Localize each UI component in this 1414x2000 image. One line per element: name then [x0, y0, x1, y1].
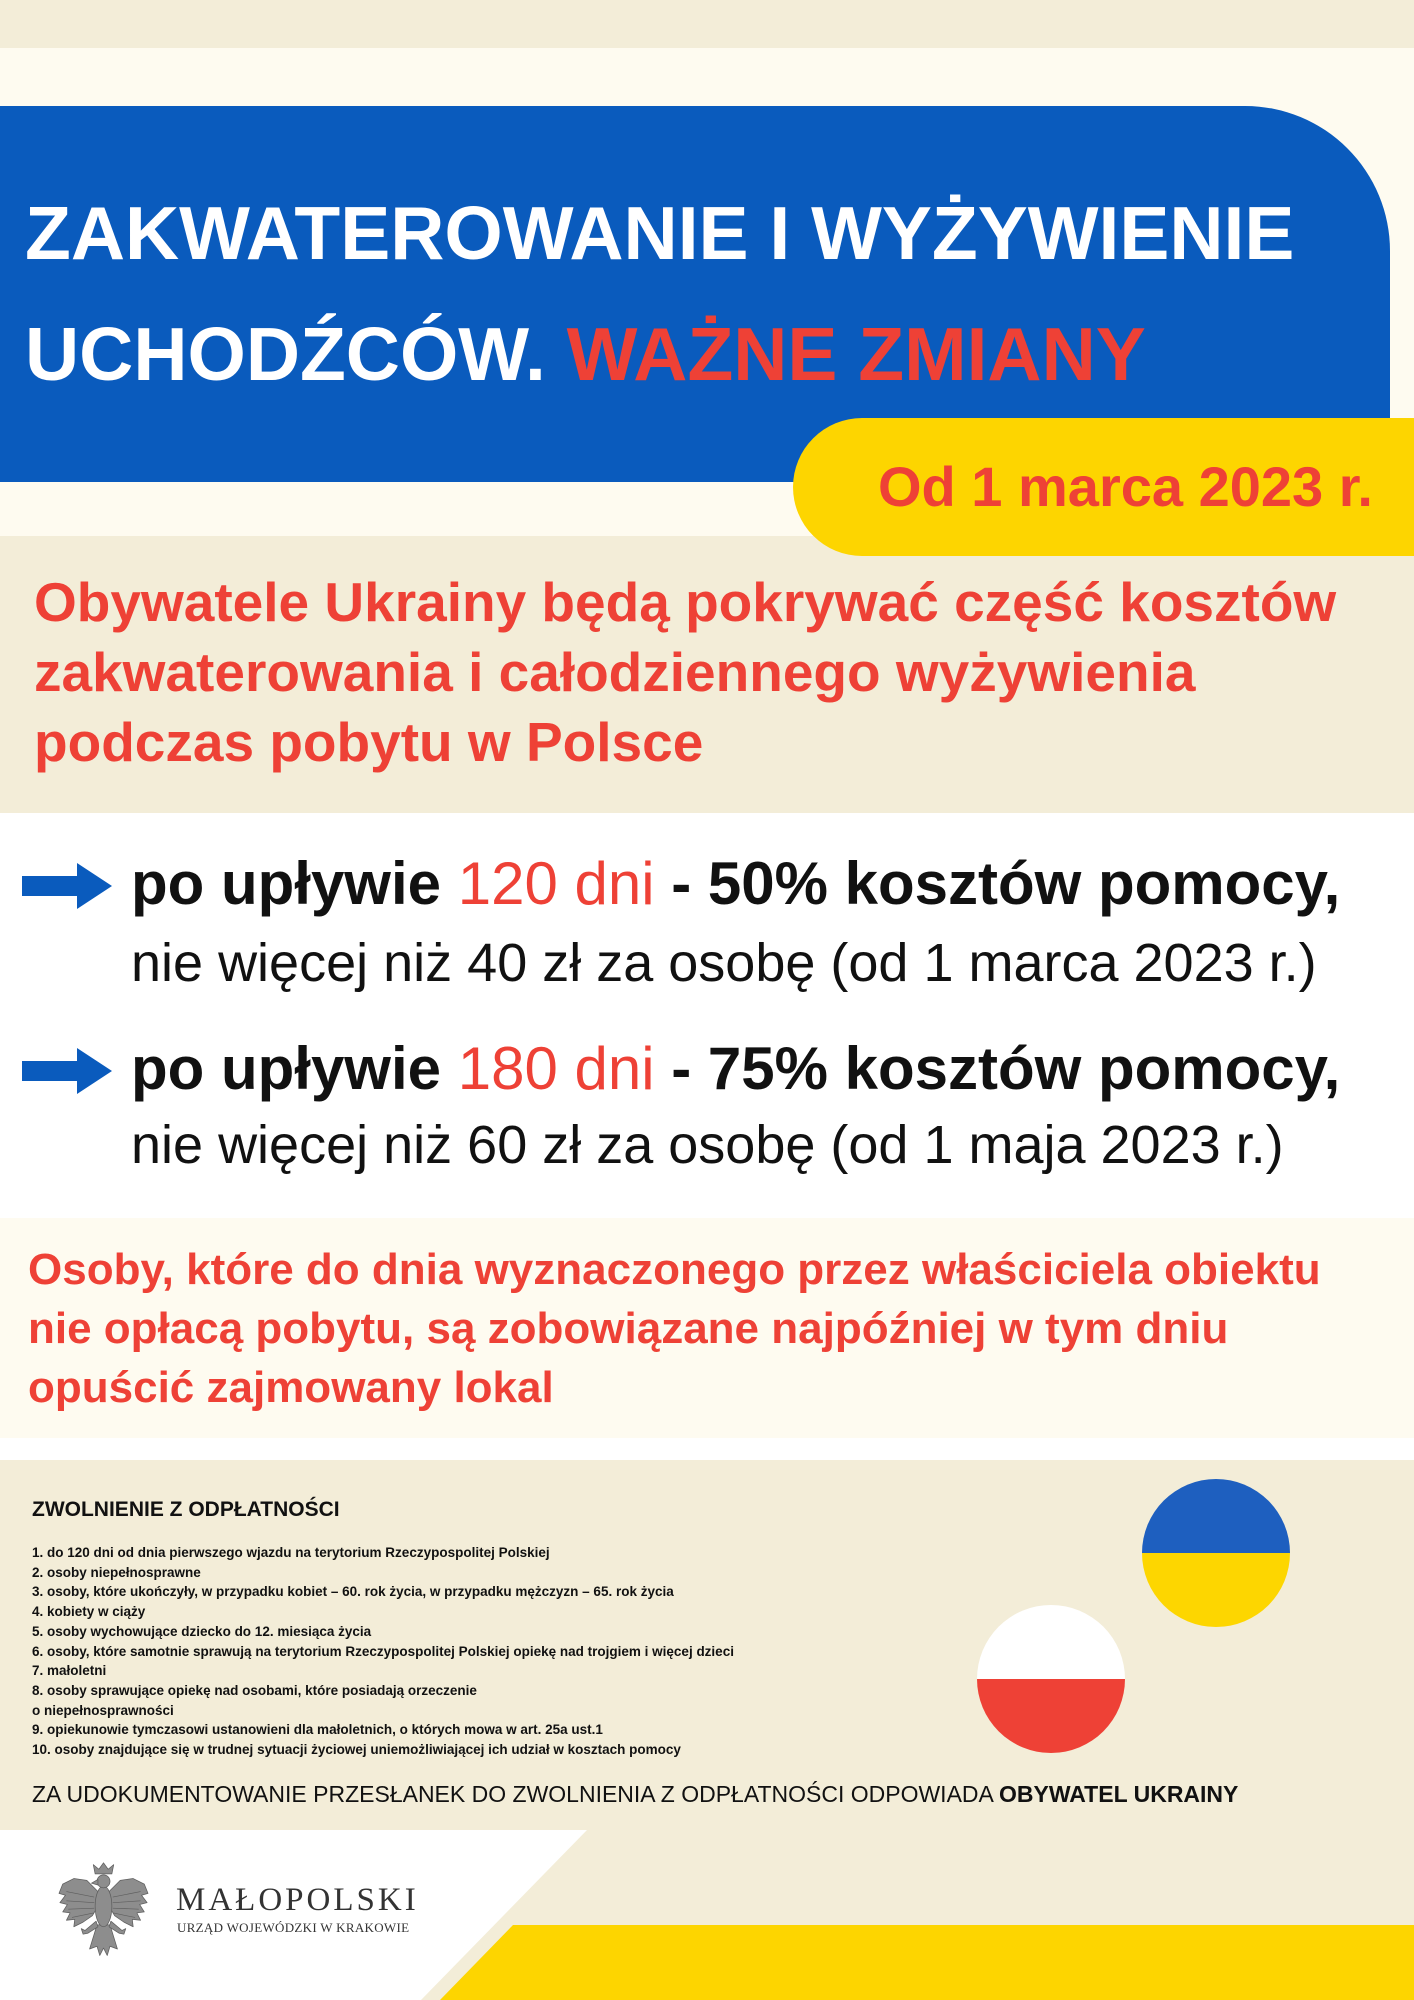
eagle-emblem-icon	[57, 1860, 150, 1962]
rule-prefix: po upływie	[131, 1035, 442, 1102]
rule-main-line	[131, 849, 1340, 919]
date-badge	[793, 418, 1414, 556]
arrow-right-icon	[22, 863, 112, 909]
title-line-2-white: UCHODŹCÓW.	[25, 312, 546, 396]
notice-line: Osoby, które do dnia wyznaczonego przez właściciela obiektu	[28, 1245, 1321, 1294]
rule-main-line	[131, 1034, 1340, 1104]
intro-line: Obywatele Ukrainy będą pokrywać część kosztów	[34, 571, 1337, 633]
intro-line: podczas pobytu w Polsce	[34, 711, 704, 773]
exemptions-heading: ZWOLNIENIE Z ODPŁATNOŚCI	[32, 1498, 340, 1521]
title-highlight: WAŻNE ZMIANY	[566, 312, 1146, 396]
exemption-item-line: 2. osoby niepełnosprawne	[32, 1564, 201, 1580]
exemption-item-line: 5. osoby wychowujące dziecko do 12. miesiąca życia	[32, 1623, 372, 1639]
poland-flag-red-half	[977, 1679, 1125, 1753]
notice-line: nie opłacą pobytu, są zobowiązane najpóźniej w tym dniu	[28, 1304, 1229, 1353]
exemptions-list	[32, 1543, 734, 1760]
bottom-yellow-stripe	[440, 1925, 1414, 2000]
exemption-item	[32, 1720, 734, 1740]
title-line-1: ZAKWATEROWANIE I WYŻYWIENIE	[25, 191, 1295, 275]
exemption-item	[32, 1582, 734, 1602]
exemption-item	[32, 1642, 734, 1662]
exemption-item	[32, 1543, 734, 1563]
date-badge-text: Od 1 marca 2023 r.	[877, 455, 1373, 518]
ukraine-flag-yellow-half	[1142, 1553, 1290, 1627]
notice-paragraph	[28, 1240, 1321, 1417]
documentation-note-emphasis: OBYWATEL UKRAINY	[999, 1781, 1239, 1807]
exemption-item	[32, 1622, 734, 1642]
exemption-item-line: 7. małoletni	[32, 1663, 107, 1679]
exemption-item	[32, 1602, 734, 1622]
poland-flag-icon	[977, 1605, 1125, 1753]
exemption-item-line: 10. osoby znajdujące się w trudnej sytuacji życiowej uniemożliwiającej ich udział w kosztach pomocy	[32, 1742, 681, 1758]
exemption-item-line: 6. osoby, które samotnie sprawują na terytorium Rzeczypospolitej Polskiej opiekę nad trojgiem i więcej dzieci	[32, 1643, 734, 1659]
exemption-item-line: 1. do 120 dni od dnia pierwszego wjazdu na terytorium Rzeczypospolitej Polskiej	[32, 1545, 550, 1560]
rule-suffix: - 50% kosztów pomocy,	[671, 850, 1341, 917]
title-line-2	[25, 294, 1294, 415]
section-divider	[0, 1438, 1414, 1460]
logo-name: MAŁOPOLSKI	[176, 1882, 419, 1918]
arrow-right-icon	[22, 1048, 112, 1094]
rule-highlight: 120 dni	[457, 850, 655, 917]
rule-detail: nie więcej niż 40 zł za osobę (od 1 marca 2023 r.)	[131, 933, 1317, 993]
exemption-item-line: o niepełnosprawności	[32, 1702, 174, 1718]
exemption-item	[32, 1563, 734, 1583]
documentation-note-text: ZA UDOKUMENTOWANIE PRZESŁANEK DO ZWOLNIENIA Z ODPŁATNOŚCI ODPOWIADA	[32, 1781, 993, 1807]
exemption-item	[32, 1740, 734, 1760]
ukraine-flag-blue-half	[1142, 1479, 1290, 1553]
exemption-item	[32, 1661, 734, 1681]
exemption-item-line: 8. osoby sprawujące opiekę nad osobami, które posiadają orzeczenie	[32, 1682, 477, 1698]
rule-detail: nie więcej niż 60 zł za osobę (od 1 maja 2023 r.)	[131, 1115, 1284, 1175]
logo-subtitle: URZĄD WOJEWÓDZKI W KRAKOWIE	[177, 1920, 410, 1935]
rule-suffix: - 75% kosztów pomocy,	[671, 1035, 1341, 1102]
rule-prefix: po upływie	[131, 850, 442, 917]
notice-line: opuścić zajmowany lokal	[28, 1363, 554, 1412]
poland-flag-white-half	[977, 1605, 1125, 1679]
exemption-item	[32, 1681, 734, 1720]
exemption-item-line: 9. opiekunowie tymczasowi ustanowieni dla małoletnich, o których mowa w art. 25a ust.1	[32, 1722, 603, 1738]
ukraine-flag-icon	[1142, 1479, 1290, 1627]
page-title	[25, 173, 1294, 415]
intro-paragraph	[34, 567, 1336, 777]
documentation-note	[32, 1780, 1238, 1808]
intro-line: zakwaterowania i całodziennego wyżywienia	[34, 641, 1196, 703]
top-band	[0, 0, 1414, 48]
rule-highlight: 180 dni	[457, 1035, 655, 1102]
exemption-item-line: 4. kobiety w ciąży	[32, 1604, 146, 1620]
exemption-item-line: 3. osoby, które ukończyły, w przypadku kobiet – 60. rok życia, w przypadku mężczyzn – 65. rok życia	[32, 1584, 674, 1600]
